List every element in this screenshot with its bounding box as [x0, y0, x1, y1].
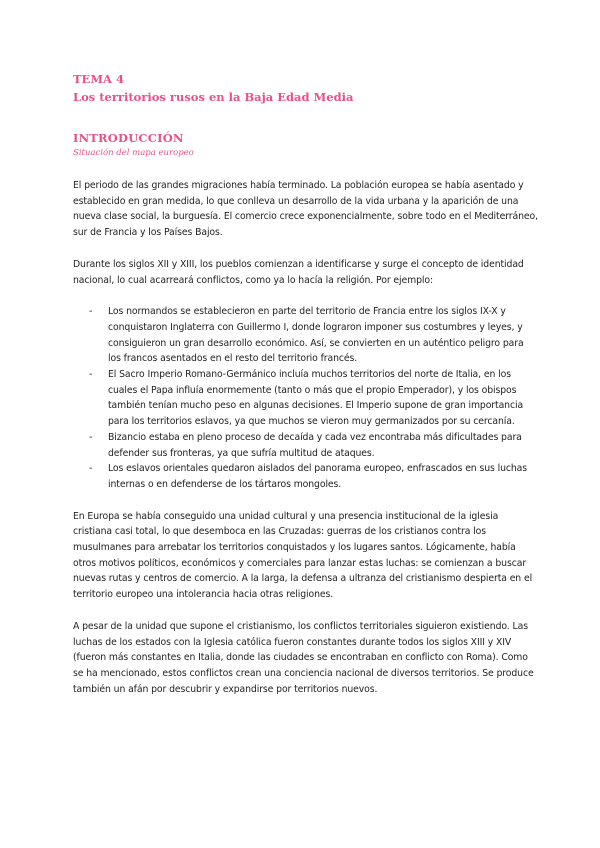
section-heading: INTRODUCCIÓN	[73, 131, 184, 145]
list-item-text: El Sacro Imperio Romano-Germánico incluía muchos territorios del norte de Italia, en los cuales el Papa influía enormemente (tanto o más que el propio Emperador), y los obispos también tenían mucho peso en algunas decisiones. El Imperio supone de gran importancia para los territorios eslavos, ya que muchos se vieron muy germanizados por su cercanía.	[108, 369, 524, 428]
bullet-marker: -	[89, 463, 93, 475]
bullet-marker: -	[89, 369, 93, 381]
list-item-text: Los normandos se establecieron en parte del territorio de Francia entre los siglos IX-X y conquistaron Inglaterra con Guillermo I, donde lograron imponer sus costumbres y leyes, y consiguieron un gran desarrollo económico. Así, se convierten en un auténtico peligro para los francos asentados en el resto del territorio francés.	[108, 306, 524, 365]
bullet-marker: -	[89, 431, 93, 443]
page-title: Los territorios rusos en la Baja Edad Media	[73, 90, 354, 104]
paragraph: A pesar de la unidad que supone el cristianismo, los conflictos territoriales siguieron existiendo. Las luchas de los estados con la Iglesia católica fueron constantes durante todos los siglos XIII y XIV (fueron más constantes en Italia, donde las ciudades se encontraban en conflicto con Roma). Como se ha mencionado, estos conflictos crean una conciencia nacional de diversos territorios. Se produce también un afán por descubrir y expandirse por territorios nuevos.	[73, 620, 534, 695]
paragraph: Durante los siglos XII y XIII, los pueblos comienzan a identificarse y surge el concepto de identidad nacional, lo cual acarreará conflictos, como ya lo hacía la religión. Por ejemplo:	[73, 258, 524, 286]
tema-heading: TEMA 4	[73, 72, 124, 86]
paragraph: En Europa se había conseguido una unidad cultural y una presencia institucional de la iglesia cristiana casi total, lo que desemboca en las Cruzadas: guerras de los cristianos contra los musulmanes para arrebatar los territorios conquistados y los lugares santos. Lógicamente, había otros motivos políticos, económicos y comerciales para lanzar estas luchas: se comienzan a buscar nuevas rutas y centros de comercio. A la larga, la defensa a ultranza del cristianismo despierta en el territorio europeo una intolerancia hacia otras religiones.	[73, 510, 533, 601]
list-item-text: Bizancio estaba en pleno proceso de decaída y cada vez encontraba más dificultades para defender sus fronteras, ya que sufría multitud de ataques.	[108, 431, 522, 459]
list-item	[73, 304, 538, 367]
bullet-marker: -	[89, 306, 93, 318]
list-item	[73, 430, 538, 461]
paragraph: El periodo de las grandes migraciones había terminado. La población europea se había asentado y establecido en gran medida, lo que conlleva un desarrollo de la vida urbana y la aparición de una nueva clase social, la burguesía. El comercio crece exponencialmente, sobre todo en el Mediterráneo, sur de Francia y los Países Bajos.	[73, 180, 538, 239]
bullet-list	[73, 304, 538, 492]
list-item-text: Los eslavos orientales quedaron aislados del panorama europeo, enfrascados en sus luchas internas o en defenderse de los tártaros mongoles.	[108, 463, 528, 490]
list-item	[73, 461, 538, 492]
section-subheading: Situación del mapa europeo	[73, 148, 194, 158]
list-item	[73, 367, 538, 430]
